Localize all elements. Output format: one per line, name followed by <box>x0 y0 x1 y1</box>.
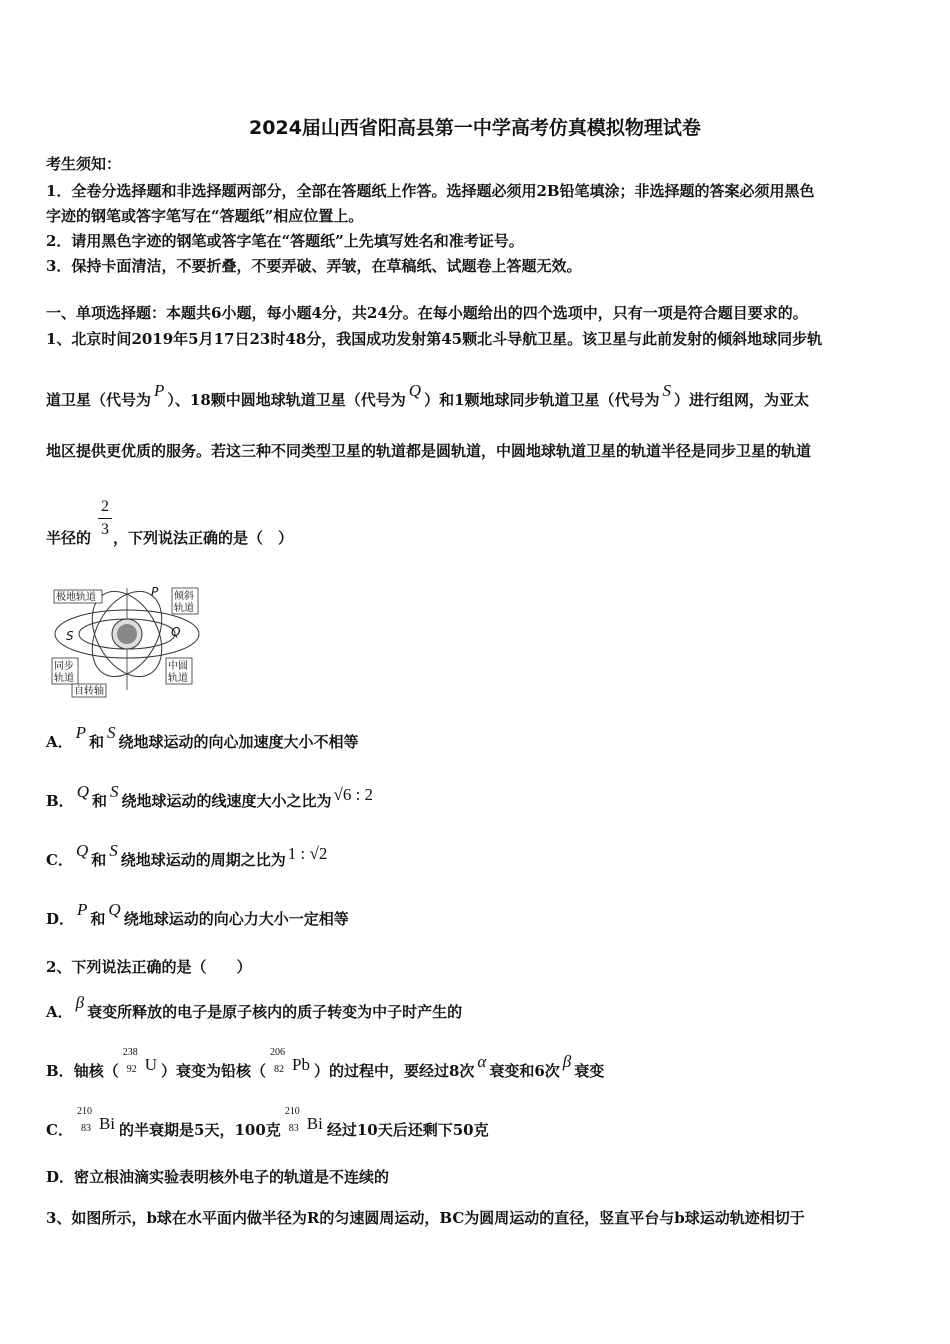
lead-206: 206 82 Pb <box>270 1047 310 1075</box>
q1-option-c[interactable]: C． Q 和 S 绕地球运动的周期之比为 1 : √2 <box>46 841 328 869</box>
svg-text:轨道: 轨道 <box>174 603 194 614</box>
notice-item-1a: 1．全卷分选择题和非选择题两部分，全部在答题纸上作答。选择题必须用2B铅笔填涂；非选择题的答案必须用黑色 <box>46 182 815 200</box>
uranium-238: 238 92 U <box>122 1047 157 1075</box>
q2-option-b[interactable]: B．铀核（ 238 92 U ）衰变为铅核（ 206 82 Pb ）的过程中，要经过8次 α 衰变和6次 β 衰变 <box>46 1047 605 1080</box>
bismuth-210: 210 83 Bi <box>76 1106 116 1134</box>
svg-text:轨道: 轨道 <box>168 673 188 684</box>
q1-stem-line3: 地区提供更优质的服务。若这三种不同类型卫星的轨道都是圆轨道，中圆地球轨道卫星的轨道半径是同步卫星的轨道 <box>46 442 812 460</box>
section-heading: 一、单项选择题：本题共6小题，每小题4分，共24分。在每小题给出的四个选项中，只有一项是符合题目要求的。 <box>46 304 808 322</box>
q1-option-b[interactable]: B． Q 和 S 绕地球运动的线速度大小之比为 √6 : 2 <box>46 782 374 810</box>
q1-option-d[interactable]: D． P 和 Q 绕地球运动的向心力大小一定相等 <box>46 900 349 928</box>
svg-text:中圆: 中圆 <box>168 661 188 672</box>
notice-item-1b: 字迹的钢笔或答字笔写在“答题纸”相应位置上。 <box>46 207 364 225</box>
q1-option-a[interactable]: A． P 和 S 绕地球运动的向心加速度大小不相等 <box>46 723 359 751</box>
q1-stem-line2: 道卫星（代号为 P ）、18颗中圆地球轨道卫星（代号为 Q ）和1颗地球同步轨道卫星（代号为 S ）进行组网，为亚太 <box>46 381 810 409</box>
bismuth-210: 210 83 Bi <box>284 1106 323 1134</box>
svg-text:S: S <box>66 629 74 643</box>
q2-option-a[interactable]: A． β 衰变所释放的电子是原子核内的质子转变为中子时产生的 <box>46 993 463 1021</box>
q1-stem-line1: 1、北京时间2019年5月17日23时48分，我国成功发射第45颗北斗导航卫星。该卫星与此前发射的倾斜地球同步轨 <box>46 330 823 348</box>
earth-core <box>117 624 137 644</box>
q2-option-c[interactable]: C． 210 83 Bi 的半衰期是5天，100克 210 83 Bi 经过10天后还剩下50克 <box>46 1106 489 1139</box>
q3-stem-line1: 3、如图所示，b球在水平面内做半径为R的匀速圆周运动，BC为圆周运动的直径，竖直平台与b球运动轨迹相切于 <box>46 1209 805 1227</box>
exam-title: 2024届山西省阳高县第一中学高考仿真模拟物理试卷 <box>249 117 701 139</box>
notice-heading: 考生须知： <box>46 155 122 173</box>
symbol-q: Q <box>408 381 422 400</box>
symbol-s: S <box>662 381 672 400</box>
label-polar: 极地轨道 <box>56 592 96 603</box>
svg-text:P: P <box>151 586 159 599</box>
svg-text:同步: 同步 <box>54 661 74 672</box>
svg-text:倾斜: 倾斜 <box>174 591 194 602</box>
q1-stem-line4: 半径的 ，下列说法正确的是（ ） <box>46 529 294 547</box>
symbol-p: P <box>154 381 165 400</box>
notice-item-3: 3．保持卡面清洁，不要折叠，不要弄破、弄皱，在草稿纸、试题卷上答题无效。 <box>46 257 582 275</box>
fraction-two-thirds: 2 3 <box>98 498 112 539</box>
q2-stem: 2、下列说法正确的是（ ） <box>46 958 252 976</box>
q2-option-d[interactable]: D．密立根油滴实验表明核外电子的轨道是不连续的 <box>46 1168 390 1186</box>
notice-item-2: 2．请用黑色字迹的钢笔或答字笔在“答题纸”上先填写姓名和准考证号。 <box>46 232 524 250</box>
svg-text:Q: Q <box>171 625 181 639</box>
orbit-diagram <box>50 586 200 702</box>
svg-text:自转轴: 自转轴 <box>74 686 104 697</box>
svg-text:轨道: 轨道 <box>54 673 74 684</box>
